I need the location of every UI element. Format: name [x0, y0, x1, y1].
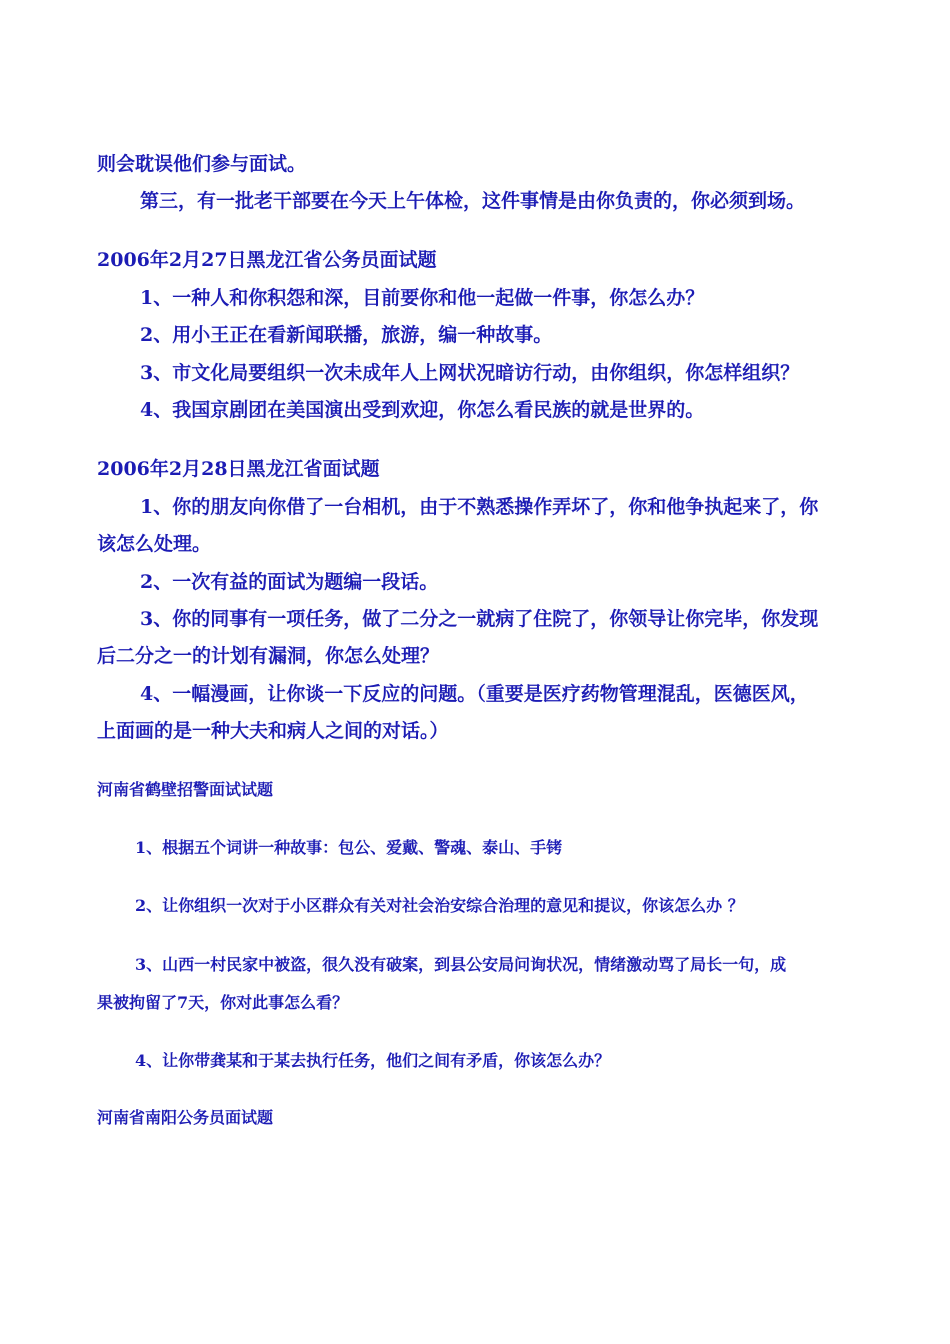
- list-item: 2、一次有益的面试为题编一段话。: [140, 571, 439, 593]
- section-heading-hebi: 河南省鹤壁招警面试试题: [97, 780, 274, 799]
- section-heading-nanyang: 河南省南阳公务员面试题: [97, 1108, 274, 1127]
- list-item: 3、山西一村民家中被盗，很久没有破案，到县公安局问询状况，情绪激动骂了局长一句，成: [135, 955, 787, 974]
- list-item-continuation: 后二分之一的计划有漏洞，你怎么处理？: [97, 645, 440, 667]
- section-heading-heilongjiang-0227: 2006年2月27日黑龙江省公务员面试题: [97, 249, 437, 271]
- list-item: 4、让你带龚某和于某去执行任务，他们之间有矛盾，你该怎么办？: [135, 1051, 611, 1070]
- list-item: 4、我国京剧团在美国演出受到欢迎，你怎么看民族的就是世界的。: [140, 399, 705, 421]
- section-heading-heilongjiang-0228: 2006年2月28日黑龙江省面试题: [97, 458, 380, 480]
- list-item: 3、你的同事有一项任务，做了二分之一就病了住院了，你领导让你完毕，你发现: [140, 608, 819, 630]
- list-item-continuation: 果被拘留了7天，你对此事怎么看？: [97, 993, 349, 1012]
- list-item-continuation: 上面画的是一种大夫和病人之间的对话。）: [97, 720, 449, 742]
- list-item: 4、一幅漫画，让你谈一下反应的问题。（重要是医疗药物管理混乱，医德医风，: [140, 683, 809, 705]
- list-item: 2、用小王正在看新闻联播，旅游，编一种故事。: [140, 324, 553, 346]
- list-item: 2、让你组织一次对于小区群众有关对社会治安综合治理的意见和提议，你该怎么办 ？: [135, 896, 744, 915]
- paragraph-continuation: 则会耽误他们参与面试。: [97, 153, 307, 175]
- list-item: 1、一种人和你积怨和深，目前要你和他一起做一件事，你怎么办？: [140, 287, 705, 309]
- list-item-continuation: 该怎么处理。: [97, 533, 212, 555]
- list-item: 1、根据五个词讲一种故事：包公、爱戴、警魂、泰山、手铐: [135, 838, 563, 857]
- list-item: 1、你的朋友向你借了一台相机，由于不熟悉操作弄坏了，你和他争执起来了，你: [140, 496, 819, 518]
- list-item: 3、市文化局要组织一次未成年人上网状况暗访行动，由你组织，你怎样组织？: [140, 362, 800, 384]
- paragraph-third-point: 第三，有一批老干部要在今天上午体检，这件事情是由你负责的，你必须到场。: [140, 190, 806, 212]
